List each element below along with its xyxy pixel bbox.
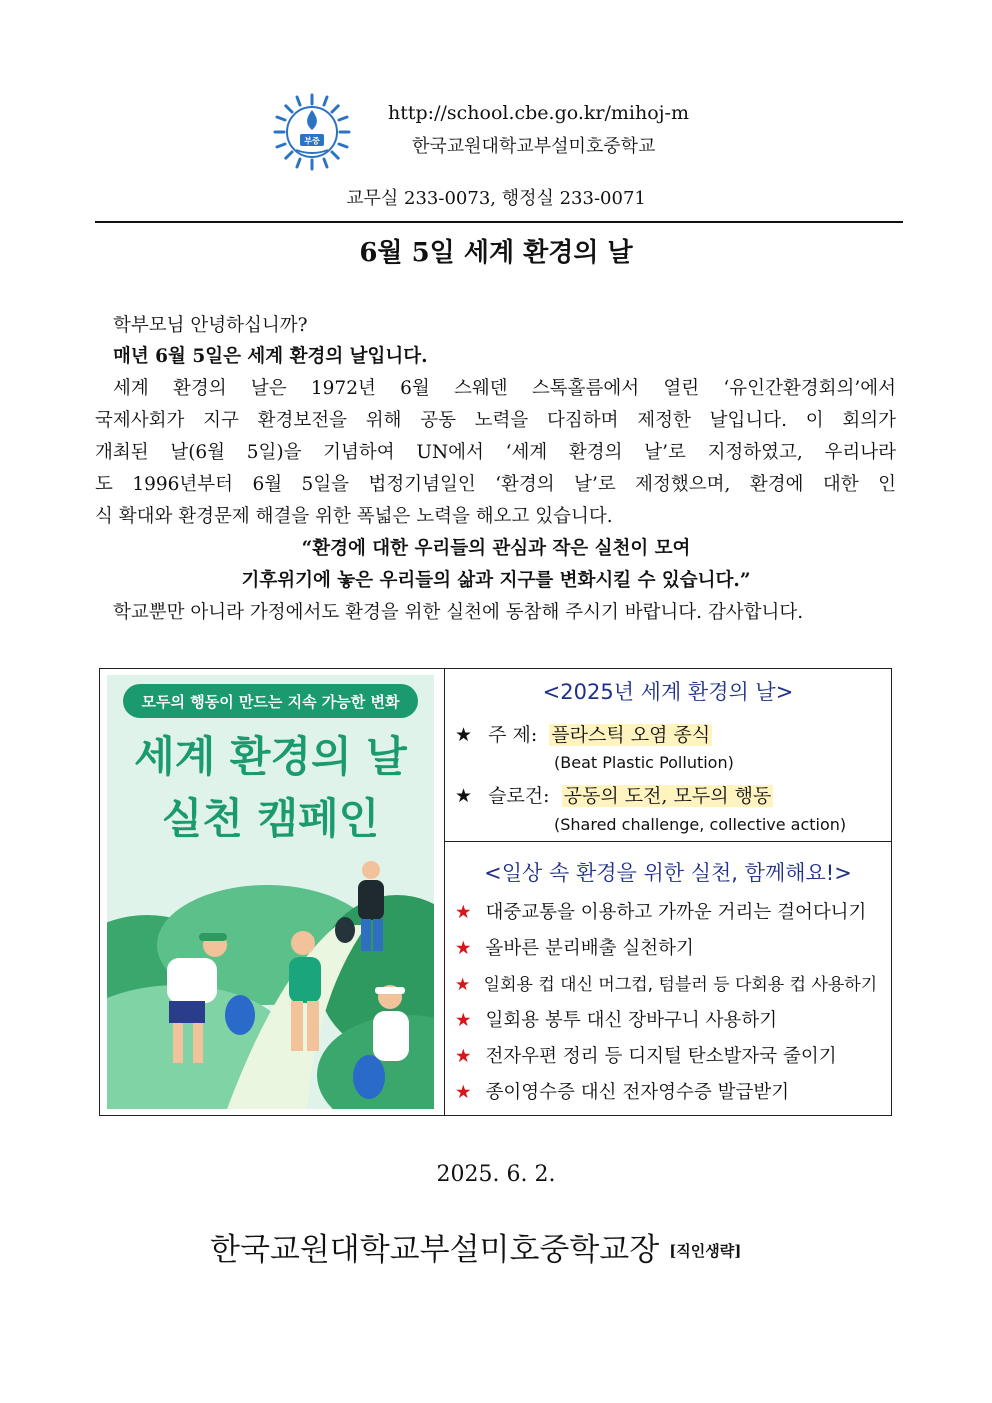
header-divider bbox=[95, 221, 903, 223]
practice-item-text: 종이영수증 대신 전자영수증 발급받기 bbox=[485, 1082, 790, 1103]
red-star-icon: ★ bbox=[455, 1082, 472, 1103]
practice-heading: <일상 속 환경을 위한 실천, 함께해요!> bbox=[484, 861, 852, 885]
school-url[interactable]: http://school.cbe.go.kr/mihoj-m bbox=[388, 102, 689, 124]
document-date: 2025. 6. 2. bbox=[436, 1162, 556, 1187]
body-line-5: 식 확대와 환경문제 해결을 위한 폭넓은 노력을 해오고 있습니다. bbox=[95, 506, 613, 527]
slogan-value: 공동의 도전, 모두의 행동 bbox=[563, 785, 772, 807]
school-logo bbox=[272, 92, 352, 172]
quote-line-1: “환경에 대한 우리들의 관심과 작은 실천이 모여 bbox=[301, 538, 691, 559]
theme-label: 주 제: bbox=[488, 724, 538, 746]
body-line-1: 세계 환경의 날은 1972년 6월 스웨덴 스톡홀름에서 열린 ‘유인간환경회의’에서 bbox=[113, 378, 896, 399]
box-divider-vertical bbox=[444, 668, 445, 1116]
red-star-icon: ★ bbox=[455, 938, 472, 959]
box-divider-horizontal bbox=[444, 841, 892, 842]
practice-item-text: 일회용 봉투 대신 장바구니 사용하기 bbox=[485, 1010, 778, 1031]
practice-item-text: 일회용 컵 대신 머그컵, 텀블러 등 다회용 컵 사용하기 bbox=[483, 975, 878, 995]
school-name: 한국교원대학교부설미호중학교 bbox=[412, 136, 656, 157]
red-star-icon: ★ bbox=[455, 1046, 472, 1067]
page-title: 6월 5일 세계 환경의 날 bbox=[359, 238, 633, 268]
logo-text: 부중 bbox=[304, 136, 320, 146]
phone-numbers: 교무실 233-0073, 행정실 233-0071 bbox=[346, 188, 646, 209]
poster-banner: 모두의 행동이 만드는 지속 가능한 변화 bbox=[141, 693, 400, 711]
signer-name: 한국교원대학교부설미호중학교장 bbox=[210, 1232, 660, 1268]
signer-block bbox=[210, 1224, 741, 1269]
body-line-4: 도 1996년부터 6월 5일을 법정기념일인 ‘환경의 날’로 제정했으며, 환경에 대한 인 bbox=[95, 474, 896, 495]
red-star-icon: ★ bbox=[455, 902, 472, 923]
red-star-icon: ★ bbox=[455, 975, 471, 995]
practice-item-text: 대중교통을 이용하고 가까운 거리는 걸어다니기 bbox=[485, 902, 867, 923]
practice-item bbox=[455, 970, 877, 995]
body-line-3: 개최된 날(6월 5일)을 기념하여 UN에서 ‘세계 환경의 날’로 지정하였고, 우리나라 bbox=[95, 442, 896, 463]
practice-item bbox=[455, 1006, 777, 1032]
practice-item bbox=[455, 898, 866, 924]
seal-note: [직인생략] bbox=[669, 1242, 742, 1260]
star-icon: ★ bbox=[455, 724, 473, 746]
slogan-label: 슬로건: bbox=[488, 785, 550, 807]
theme-row bbox=[455, 720, 712, 747]
theme-value: 플라스틱 오염 종식 bbox=[551, 724, 711, 746]
intro-statement: 매년 6월 5일은 세계 환경의 날입니다. bbox=[113, 346, 428, 367]
theme-heading: <2025년 세계 환경의 날> bbox=[542, 680, 794, 704]
practice-item-text: 전자우편 정리 등 디지털 탄소발자국 줄이기 bbox=[485, 1046, 837, 1067]
slogan-row bbox=[455, 781, 773, 808]
star-icon: ★ bbox=[455, 785, 473, 807]
greeting: 학부모님 안녕하십니까? bbox=[113, 315, 308, 336]
practice-item bbox=[455, 934, 694, 960]
poster-title-line2: 실천 캠페인 bbox=[161, 794, 380, 843]
poster-title-line1: 세계 환경의 날 bbox=[134, 732, 407, 781]
practice-item bbox=[455, 1042, 837, 1068]
slogan-english: (Shared challenge, collective action) bbox=[554, 815, 847, 834]
closing-line: 학교뿐만 아니라 가정에서도 환경을 위한 실천에 동참해 주시기 바랍니다. 감사합니다. bbox=[113, 602, 804, 623]
red-star-icon: ★ bbox=[455, 1010, 472, 1031]
body-line-2: 국제사회가 지구 환경보전을 위해 공동 노력을 다짐하며 제정한 날입니다. 이 회의가 bbox=[95, 410, 896, 431]
quote-line-2: 기후위기에 놓은 우리들의 삶과 지구를 변화시킬 수 있습니다.” bbox=[241, 570, 751, 591]
practice-item-text: 올바른 분리배출 실천하기 bbox=[485, 938, 694, 959]
theme-english: (Beat Plastic Pollution) bbox=[554, 753, 734, 772]
campaign-poster bbox=[107, 675, 434, 1109]
practice-item bbox=[455, 1078, 789, 1104]
